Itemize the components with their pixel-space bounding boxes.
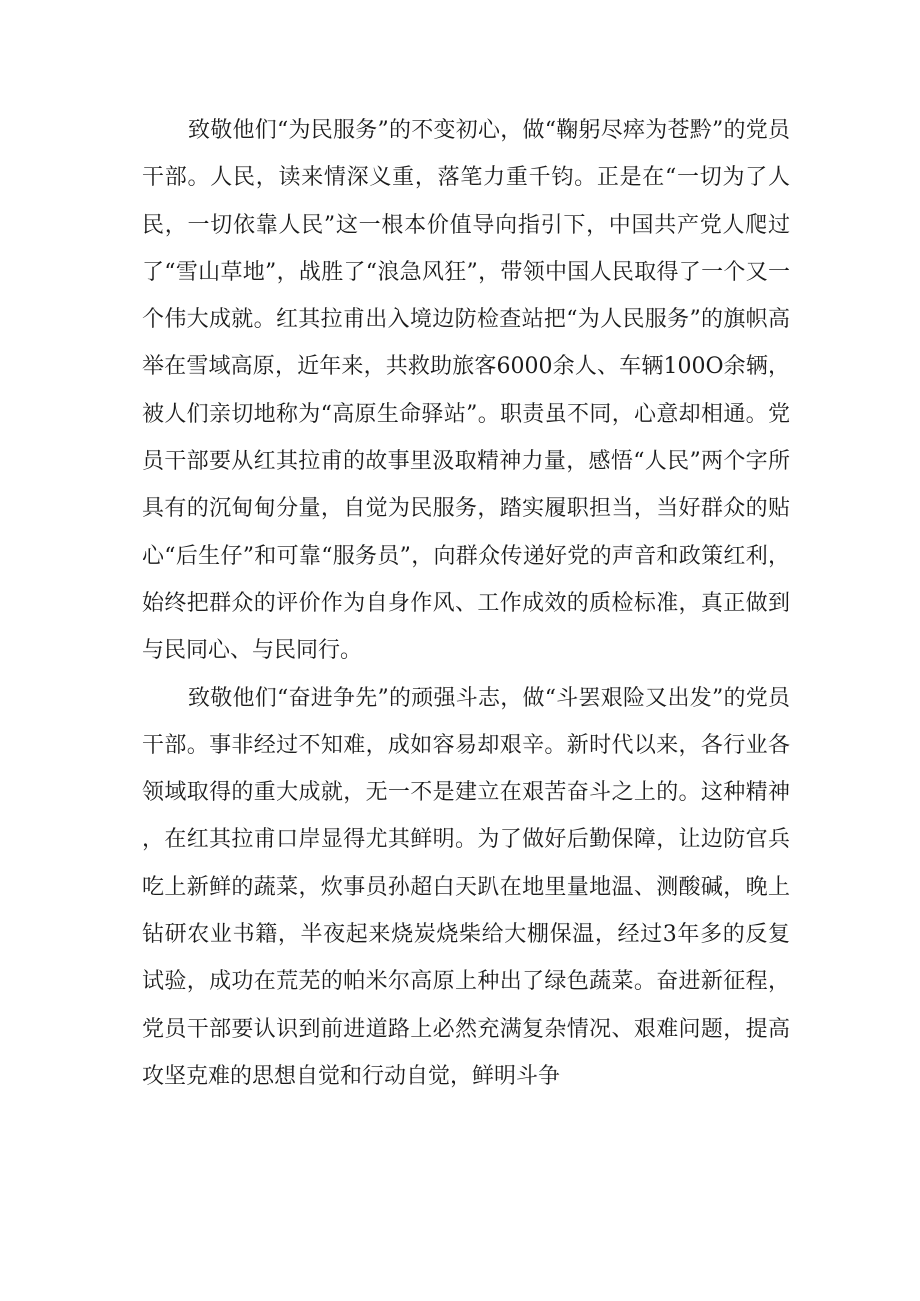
document-body — [142, 107, 790, 1100]
paragraph-serve-people: 致敬他们“为民服务”的不变初心，做“鞠躬尽瘁为苍黔”的党员干部。人民，读来情深义重，落笔力重千钧。正是在“一切为了人民，一切依靠人民”这一根本价值导向指引下，中国共产党人爬过了“雪山草地”，战胜了“浪急风狂”，带领中国人民取得了一个又一个伟大成就。红其拉甫出入境边防检查站把“为人民服务”的旗帜高举在雪域高原，近年来，共救助旅客6000余人、车辆100O余辆，被人们亲切地称为“高原生命驿站”。职责虽不同，心意却相通。党员干部要从红其拉甫的故事里汲取精神力量，感悟“人民”两个字所具有的沉甸甸分量，自觉为民服务，踏实履职担当，当好群众的贴心“后生仔”和可靠“服务员”，向群众传递好党的声音和政策红利，始终把群众的评价作为自身作风、工作成效的质检标准，真正做到与民同心、与民同行。 — [142, 118, 790, 664]
paragraph-strive-forward: 致敬他们“奋进争先”的顽强斗志，做“斗罢艰险又出发”的党员干部。事非经过不知难，成如容易却艰辛。新时代以来，各行业各领域取得的重大成就，无一不是建立在艰苦奋斗之上的。这种精神，在红其拉甫口岸显得尤其鲜明。为了做好后勤保障，让边防官兵吃上新鲜的蔬菜，炊事员孙超白天趴在地里量地温、测酸碱，晚上钻研农业书籍，半夜起来烧炭烧柴给大棚保温，经过3年多的反复试验，成功在荒芜的帕米尔高原上种出了绿色蔬菜。奋进新征程，党员干部要认识到前进道路上必然充满复杂情况、艰难问题，提高攻坚克难的思想自觉和行动自觉，鲜明斗争 — [142, 685, 790, 1089]
